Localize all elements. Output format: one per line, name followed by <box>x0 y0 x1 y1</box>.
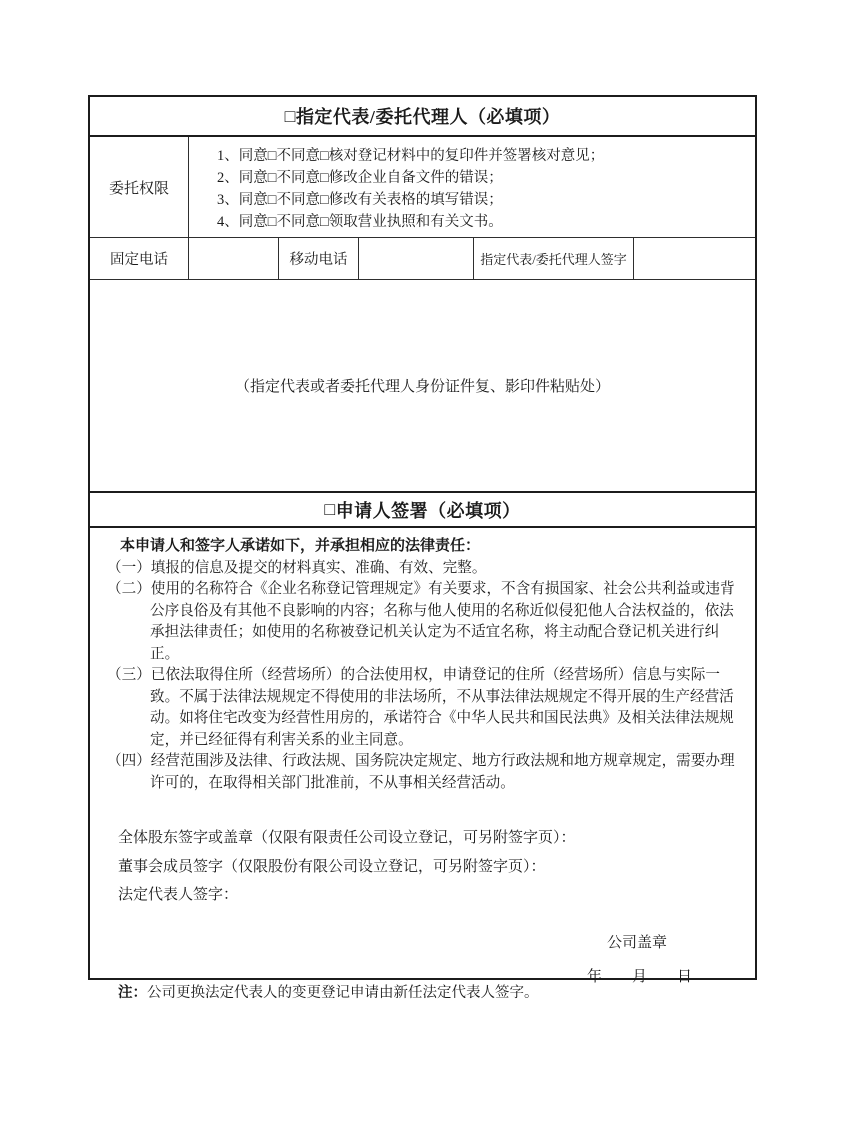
section1-checkbox-icon: □ <box>284 105 296 126</box>
id-paste-area <box>90 280 755 493</box>
mobile-phone-value-cell <box>359 238 474 279</box>
registration-form-table <box>88 95 757 985</box>
footnote-text: 公司更换法定代表人的变更登记申请由新任法定代表人签字。 <box>147 985 539 1001</box>
section1-header <box>90 97 755 137</box>
legal-representative-signature-line: 法定代表人签字： <box>118 887 239 903</box>
agent-signature-value-cell <box>634 238 755 279</box>
delegation-item: 1、同意□不同意□核对登记材料中的复印件并签署核对意见； <box>217 148 605 164</box>
applicant-signature-body <box>90 528 755 985</box>
commitment-item: （一）填报的信息及提交的材料真实、准确、有效、完整。 <box>107 559 487 576</box>
date-line: 年 月 日 <box>586 968 692 985</box>
agent-signature-label: 指定代表/委托代理人签字 <box>474 238 634 279</box>
shareholders-signature-line: 全体股东签字或盖章（仅限有限责任公司设立登记，可另附签字页）： <box>118 830 576 846</box>
fixed-phone-label: 固定电话 <box>90 238 189 279</box>
id-paste-placeholder: （指定代表或者委托代理人身份证件复、影印件粘贴处） <box>234 379 610 395</box>
commitment-list <box>107 558 745 795</box>
delegation-item: 4、同意□不同意□领取营业执照和有关文书。 <box>217 214 503 230</box>
section1-title: 指定代表/委托代理人（必填项） <box>295 107 561 127</box>
delegation-label: 委托权限 <box>90 137 189 237</box>
board-members-signature-line: 董事会成员签字（仅限股份有限公司设立登记，可另附签字页）： <box>118 858 546 875</box>
company-seal-label: 公司盖章 <box>606 934 667 951</box>
footnote <box>118 984 752 1002</box>
delegation-row <box>90 137 755 238</box>
delegation-item: 3、同意□不同意□修改有关表格的填写错误； <box>217 192 503 208</box>
commitment-item: （二）使用的名称符合《企业名称登记管理规定》有关要求，不含有损国家、社会公共利益或违背公序良俗及有其他不良影响的内容；名称与他人使用的名称近似侵犯他人合法权益的，依法承担法律责任；如使用的名称被登记机关认定为不适宜名称，将主动配合登记机关进行纠正。 <box>107 581 735 662</box>
section2-title: 申请人签署（必填项） <box>335 500 521 521</box>
delegation-item: 2、同意□不同意□修改企业自备文件的错误； <box>217 170 503 186</box>
section2-header <box>90 493 755 528</box>
commitment-intro: 本申请人和签字人承诺如下，并承担相应的法律责任： <box>120 538 481 554</box>
fixed-phone-value-cell <box>189 238 279 279</box>
section2-checkbox-icon: □ <box>324 499 336 519</box>
contact-row <box>90 238 755 280</box>
signature-lines <box>118 824 755 910</box>
footnote-prefix: 注： <box>118 985 147 1001</box>
commitment-item: （三）已依法取得住所（经营场所）的合法使用权，申请登记的住所（经营场所）信息与实际一致。不属于法律法规规定不得使用的非法场所，不从事法律法规规定不得开展的生产经营活动。如将住宅改变为经营性用房的，承诺符合《中华人民共和国民法典》及相关法律法规规定，并已经征得有利害关系的业主同意。 <box>107 667 734 748</box>
commitment-item: （四）经营范围涉及法律、行政法规、国务院决定规定、地方行政法规和地方规章规定，需要办理许可的，在取得相关部门批准前，不从事相关经营活动。 <box>107 753 735 791</box>
mobile-phone-label: 移动电话 <box>279 238 359 279</box>
delegation-items <box>189 137 755 237</box>
